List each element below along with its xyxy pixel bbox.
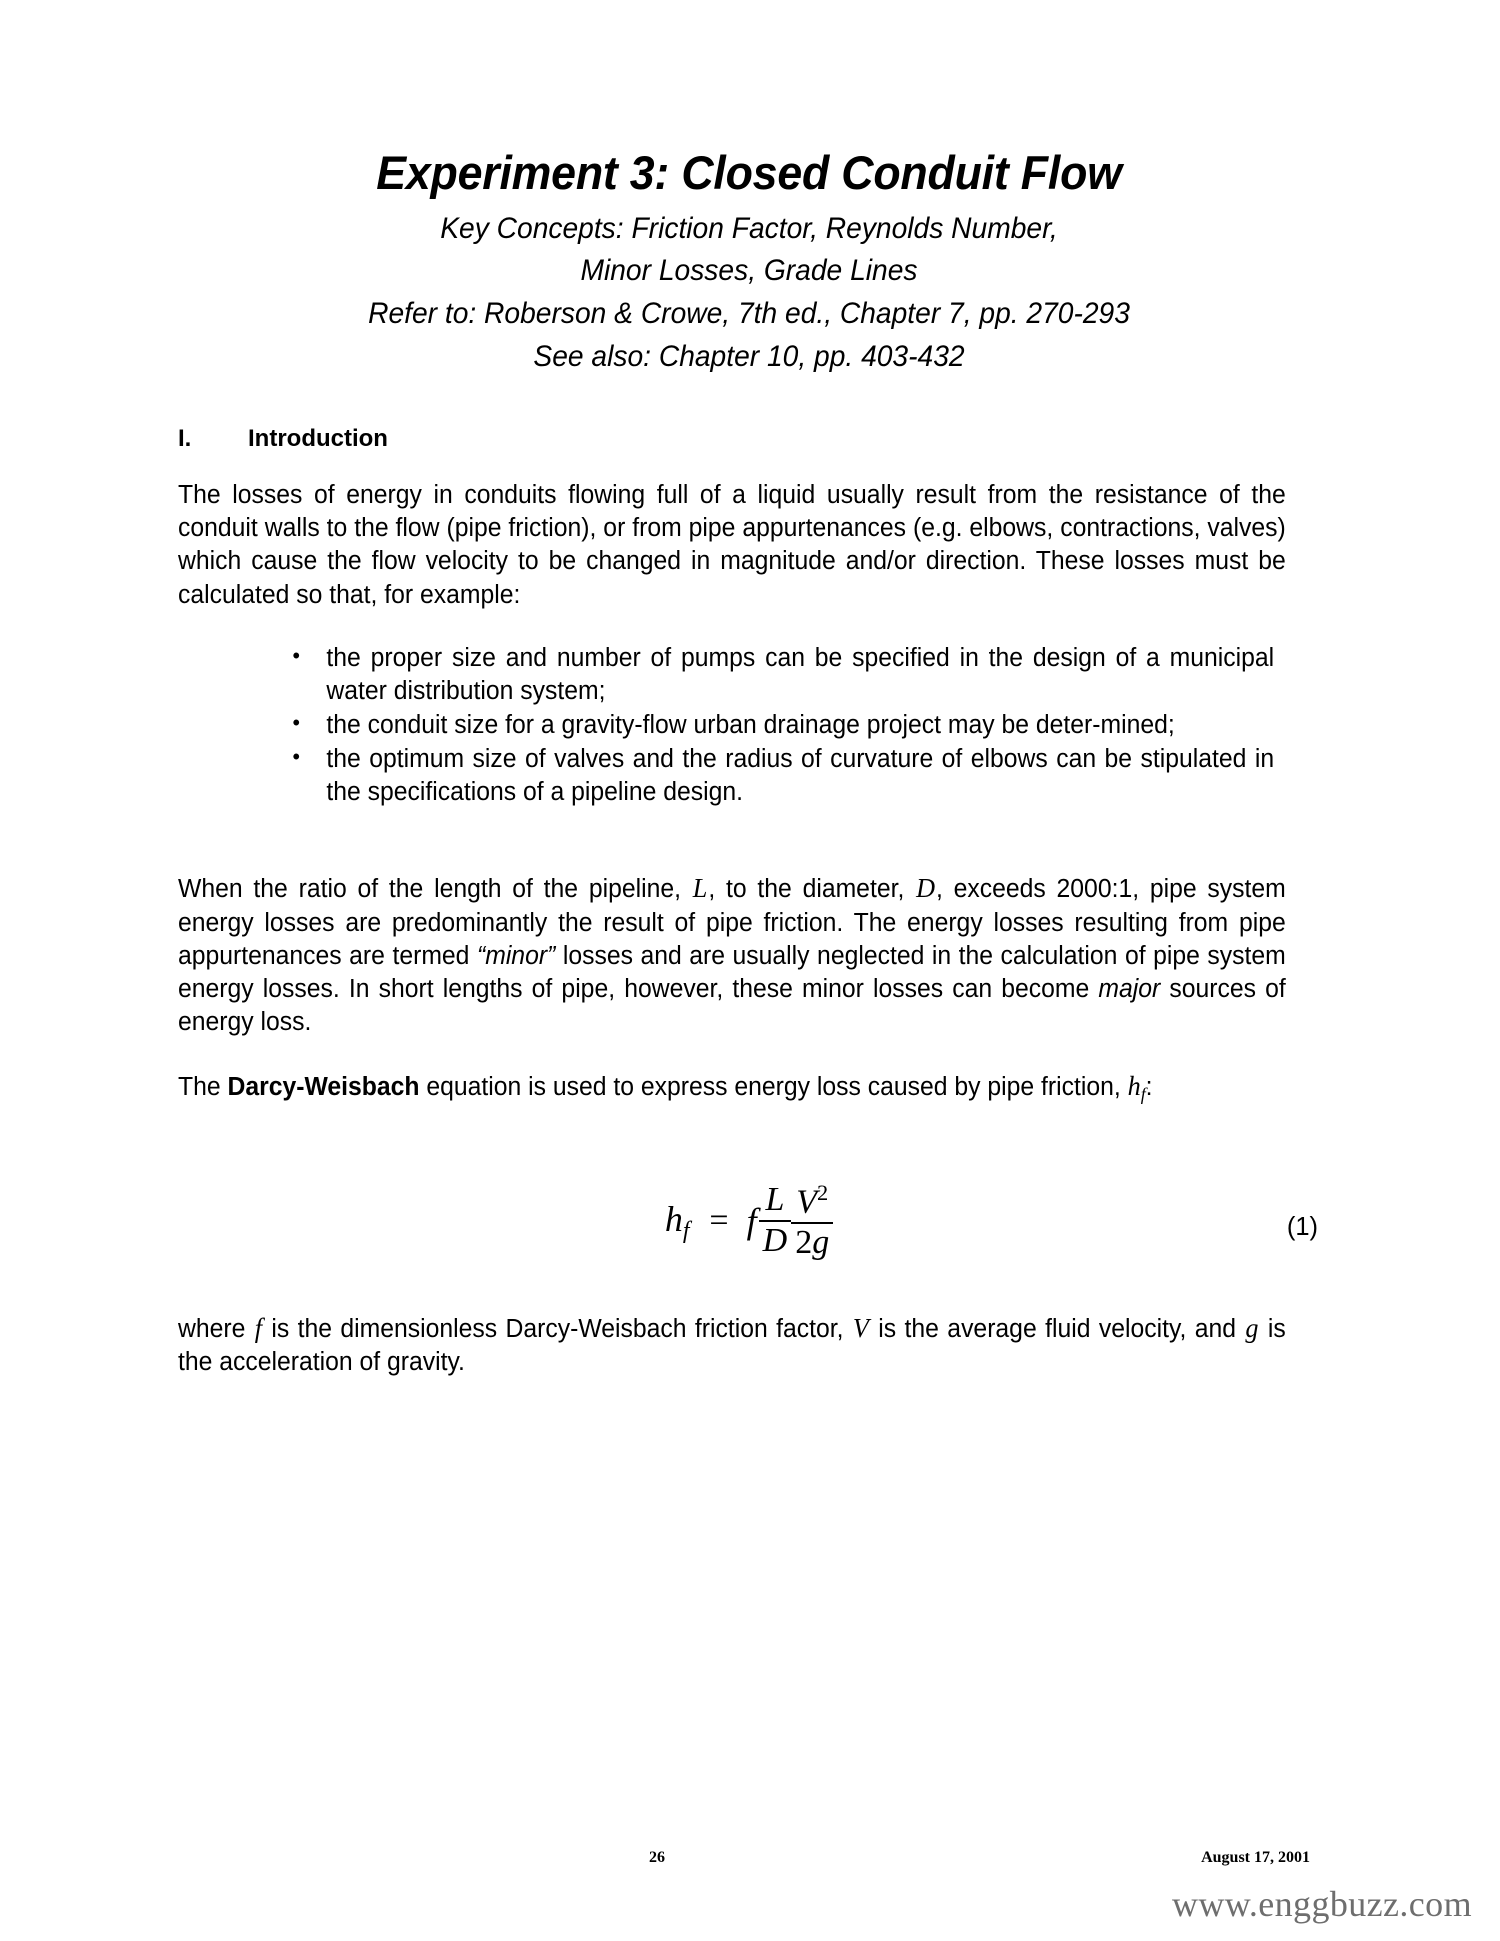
page-content bbox=[178, 0, 1320, 1379]
math-variable-D: D bbox=[916, 873, 935, 904]
text-fragment: is the dimensionless Darcy-Weisbach friction factor, bbox=[262, 1315, 852, 1344]
text-fragment: The bbox=[178, 1073, 228, 1102]
equation-lhs bbox=[665, 1198, 690, 1245]
subtitle-refer-to: Refer to: Roberson & Crowe, 7th ed., Chapter 7, pp. 270-293 bbox=[368, 297, 1130, 330]
list-item bbox=[178, 743, 1286, 809]
fraction-denominator bbox=[791, 1222, 833, 1261]
section-title: Introduction bbox=[248, 425, 388, 453]
equation-lhs-subscript: f bbox=[682, 1217, 690, 1244]
text-fragment: , to the diameter, bbox=[708, 875, 916, 904]
paragraph-darcy-weisbach bbox=[178, 1069, 1286, 1107]
text-fragment: is the average fluid velocity, and bbox=[869, 1315, 1245, 1344]
equation-equals-sign: = bbox=[709, 1202, 729, 1240]
bullet-list bbox=[178, 642, 1320, 810]
paragraph-where bbox=[178, 1311, 1286, 1379]
text-fragment: sources of energy loss. bbox=[178, 974, 1286, 1037]
equation-fraction-L-over-D bbox=[759, 1183, 792, 1258]
equation-lhs-variable: h bbox=[664, 1198, 683, 1239]
list-item-text: the proper size and number of pumps can be specified in the design of a municipal water distribution system; bbox=[326, 643, 1275, 705]
footer-date: August 17, 2001 bbox=[1201, 1849, 1310, 1866]
list-item-text: the conduit size for a gravity-flow urban drainage project may be deter-mined; bbox=[326, 711, 1175, 740]
paragraph-intro: The losses of energy in conduits flowing full of a liquid usually result from the resistance of the conduit walls to the flow (pipe friction), or from pipe appurtenances (e.g. elbows, contractions, valves) which cause the flow velocity to be changed in magnitude and/or direction. These losses must be calculated so that, for example: bbox=[178, 481, 1286, 609]
math-variable-hf bbox=[1127, 1071, 1146, 1105]
text-fragment: where bbox=[178, 1315, 254, 1344]
math-subscript-f: f bbox=[1140, 1084, 1146, 1105]
math-variable-h: h bbox=[1127, 1071, 1141, 1102]
term-darcy-weisbach: Darcy-Weisbach bbox=[227, 1073, 420, 1102]
math-variable-L: L bbox=[692, 873, 708, 904]
fraction-numerator-exponent: 2 bbox=[816, 1179, 829, 1205]
math-variable-g: g bbox=[1245, 1313, 1259, 1344]
document-title: Experiment 3: Closed Conduit Flow bbox=[376, 146, 1122, 199]
footer-page-number: 26 bbox=[649, 1849, 665, 1866]
text-fragment: When the ratio of the length of the pipeline, bbox=[178, 875, 692, 904]
equation-friction-factor: f bbox=[746, 1201, 757, 1242]
math-variable-V: V bbox=[852, 1313, 869, 1344]
bullet-icon: • bbox=[292, 642, 300, 668]
emphasis-major: major bbox=[1098, 974, 1161, 1003]
list-item bbox=[178, 709, 1286, 742]
subtitle-key-concepts-line1: Key Concepts: Friction Factor, Reynolds Number, bbox=[440, 211, 1058, 245]
text-fragment: equation is used to express energy loss caused by pipe friction, bbox=[419, 1073, 1128, 1102]
title-block bbox=[178, 0, 1320, 378]
text-fragment: losses and are usually neglected in the calculation of pipe system energy losses. In short lengths of pipe, however, these minor losses can become bbox=[178, 941, 1286, 1003]
watermark-url: www.enggbuzz.com bbox=[1172, 1884, 1472, 1924]
equation-fraction-V2-over-2g bbox=[791, 1179, 833, 1261]
fraction-denominator-number: 2 bbox=[795, 1223, 813, 1261]
list-item bbox=[178, 642, 1286, 708]
math-variable-f: f bbox=[254, 1313, 263, 1344]
emphasis-minor: “minor” bbox=[476, 941, 556, 970]
text-fragment: is the acceleration of gravity. bbox=[178, 1315, 1286, 1377]
text-fragment: : bbox=[1145, 1073, 1153, 1102]
equation-number: (1) bbox=[1286, 1213, 1318, 1242]
subtitle-key-concepts-line2: Minor Losses, Grade Lines bbox=[580, 254, 918, 288]
text-fragment: , exceeds 2000:1, pipe system energy losses are predominantly the result of pipe friction. The energy losses resulting from pipe appurtenances are termed bbox=[178, 875, 1286, 970]
equation-block bbox=[178, 1161, 1320, 1281]
fraction-numerator-variable: V bbox=[796, 1183, 817, 1221]
section-number: I. bbox=[178, 425, 192, 453]
equation-expression bbox=[178, 1161, 1320, 1281]
fraction-denominator-variable: g bbox=[812, 1223, 830, 1261]
paragraph-ratio bbox=[178, 871, 1286, 1039]
section-heading-introduction bbox=[178, 425, 1320, 453]
bullet-icon: • bbox=[292, 710, 300, 736]
list-item-text: the optimum size of valves and the radius of curvature of elbows can be stipulated in the specifications of a pipeline design. bbox=[326, 745, 1275, 807]
fraction-numerator bbox=[792, 1179, 832, 1222]
fraction-denominator: D bbox=[759, 1220, 792, 1259]
subtitle-see-also: See also: Chapter 10, pp. 403-432 bbox=[533, 339, 965, 373]
bullet-icon: • bbox=[292, 744, 300, 770]
fraction-numerator: L bbox=[765, 1181, 785, 1219]
